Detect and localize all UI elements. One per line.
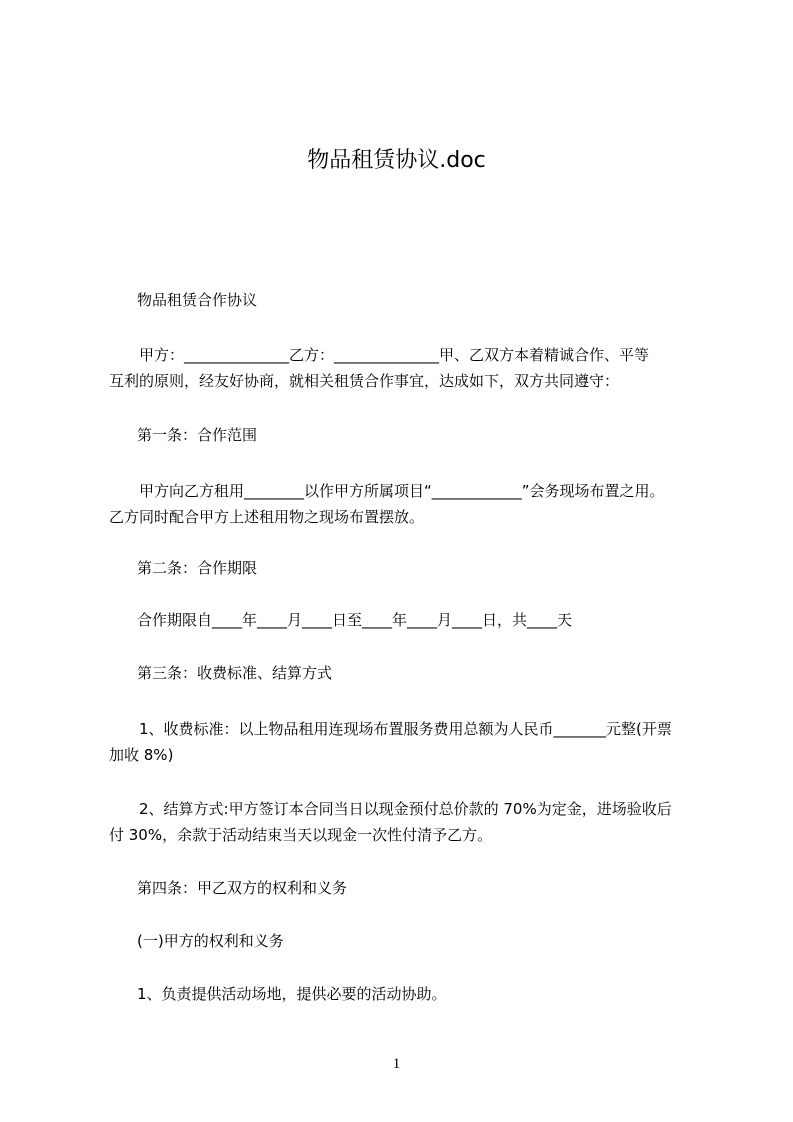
section-heading: (一)甲方的权利和义务	[137, 932, 284, 950]
article-heading: 第三条：收费标准、结算方式	[137, 664, 333, 682]
paragraph-line: 乙方同时配合甲方上述租用物之现场布置摆放。	[109, 508, 425, 526]
paragraph-line: 甲方向乙方租用________以作甲方所属项目“____________”会务现场布置之用。	[139, 482, 665, 500]
paragraph-line: 1、收费标准：以上物品租用连现场布置服务费用总额为人民币_______元整(开票	[139, 720, 672, 738]
paragraph-line: 2、结算方式:甲方签订本合同当日以现金预付总价款的 70%为定金，进场验收后	[139, 800, 672, 818]
paragraph-line: 合作期限自____年____月____日至____年____月____日，共____天	[137, 611, 573, 629]
paragraph-line: 1、负责提供活动场地，提供必要的活动协助。	[137, 985, 447, 1003]
page-number: 1	[392, 1056, 401, 1072]
article-heading: 第一条：合作范围	[137, 426, 258, 444]
paragraph-line: 互利的原则，经友好协商，就相关租赁合作事宜，达成如下，双方共同遵守：	[109, 372, 620, 390]
agreement-heading: 物品租赁合作协议	[137, 291, 258, 309]
paragraph-line: 加收 8%)	[109, 746, 174, 764]
paragraph-line: 甲方：______________乙方：______________甲、乙双方本着精诚合作、平等	[139, 346, 650, 364]
document-title: 物品租赁协议.doc	[307, 148, 486, 173]
paragraph-line: 付 30%，余款于活动结束当天以现金一次性付清予乙方。	[109, 826, 493, 844]
article-heading: 第四条：甲乙双方的权利和义务	[137, 879, 348, 897]
article-heading: 第二条：合作期限	[137, 559, 258, 577]
